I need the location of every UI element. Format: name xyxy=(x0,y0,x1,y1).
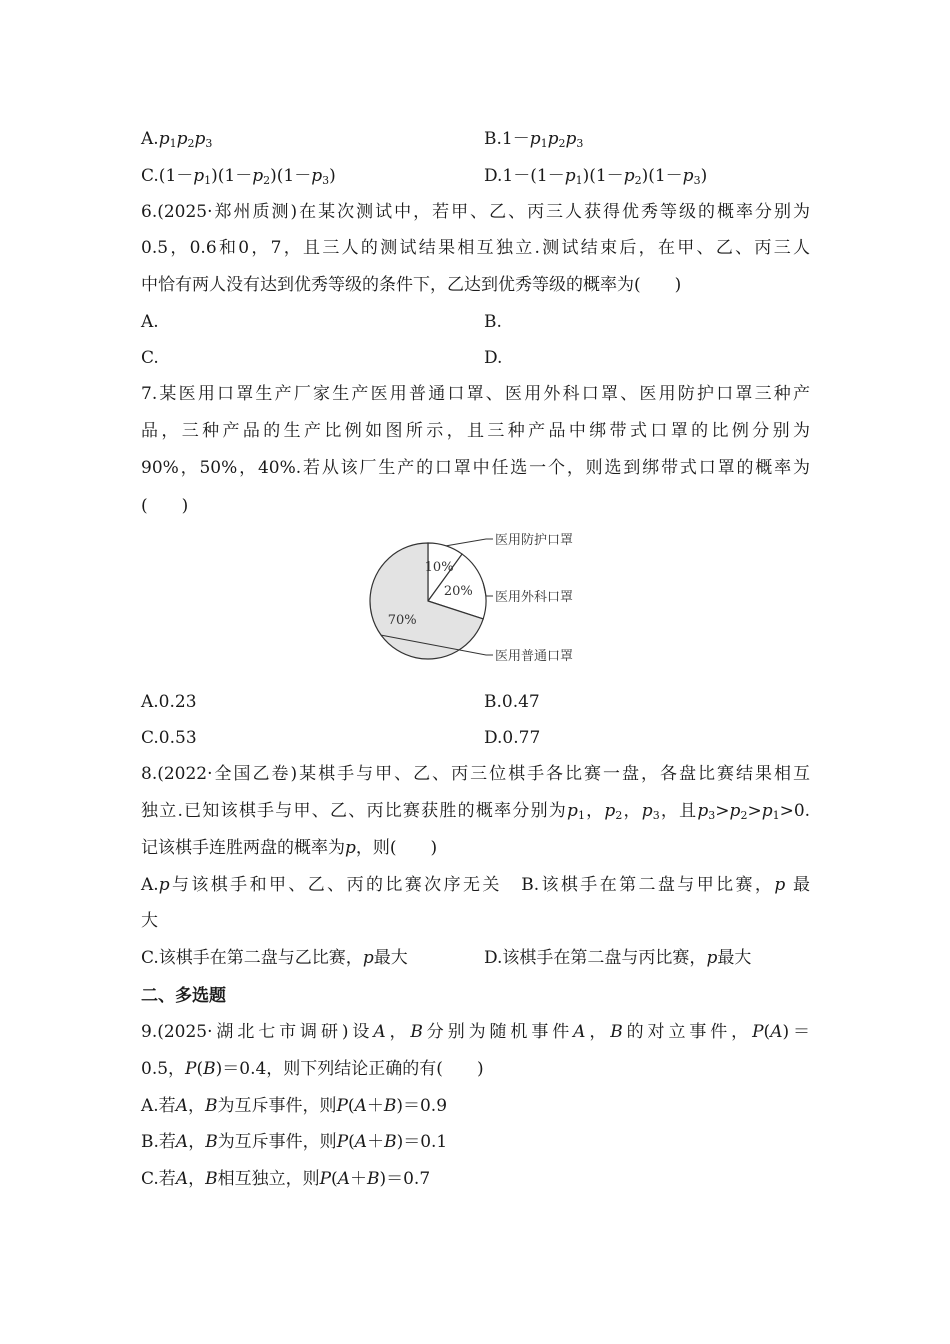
pie-slice-label-2: 20% xyxy=(443,584,473,600)
q8-option-a-label: A. xyxy=(141,875,159,895)
q8-stem-line1: 8.(2022·全国乙卷)某棋手与甲、乙、丙三位棋手各比赛一盘，各盘比赛结果相互 xyxy=(141,764,810,784)
q8-option-c-tail: 最大 xyxy=(373,948,408,968)
q5-option-b: $B.1-p_1p_2p_3$ xyxy=(484,129,584,150)
q6-stem-line3: 中恰有两人没有达到优秀等级的条件下，乙达到优秀等级的概率为( ) xyxy=(141,275,682,295)
mask-production-pie-chart xyxy=(360,525,600,670)
q8-option-c-text: C.该棋手在第二盘与乙比赛， xyxy=(141,948,363,968)
q9-stem-line1: 9.(2025·湖北七市调研)设A，B分别为随机事件A，B的对立事件，P(A)＝ xyxy=(141,1022,811,1042)
q8-option-c: C.该棋手在第二盘与乙比赛，p最大 xyxy=(141,948,408,968)
q6-option-a: A. xyxy=(141,312,159,332)
q9-option-b: B.若A，B为互斥事件，则P(A＋B)＝0.1 xyxy=(141,1132,448,1152)
pie-slice-label-3: 70% xyxy=(387,612,417,628)
q6-stem-line1: 6.(2025·郑州质测)在某次测试中，若甲、乙、丙三人获得优秀等级的概率分别为 xyxy=(141,202,810,222)
q7-stem-line1: 7.某医用口罩生产厂家生产医用普通口罩、医用外科口罩、医用防护口罩三种产 xyxy=(141,384,810,404)
q9-option-b-text: 为互斥事件，则 xyxy=(217,1132,337,1152)
q8-stem-line3-text: 记该棋手连胜两盘的概率为 xyxy=(141,838,345,858)
q9-option-a: A.若A，B为互斥事件，则P(A＋B)＝0.9 xyxy=(141,1096,448,1116)
pie-category-label-3: 医用普通口罩 xyxy=(495,649,574,664)
q7-option-c: C.0.53 xyxy=(141,728,197,748)
q8-stem-line2: 独立.已知该棋手与甲、乙、丙比赛获胜的概率分别为$p_1$，$p_2$，$p_3$，且$p_3>p_2>p_1>0$. xyxy=(141,801,811,822)
q7-stem-line4: ( ) xyxy=(141,496,189,516)
q9-stem-line2-tail: 则下列结论正确的有( ) xyxy=(283,1059,484,1079)
q8-stem-line2-text: 独立.已知该棋手与甲、乙、丙比赛获胜的概率分别为 xyxy=(141,801,568,821)
q5-option-d: $D.1-(1-p_1)(1-p_2)(1-p_3)$ xyxy=(484,166,708,187)
q7-option-a: A.0.23 xyxy=(141,692,197,712)
q6-stem-line2: 0.5，0.6和0，7，且三人的测试结果相互独立.测试结束后，在甲、乙、丙三人 xyxy=(141,238,810,258)
section-heading-multiple-choice: 二、多选题 xyxy=(141,986,226,1006)
q8-option-b-text: B.该棋手在第二盘与甲比赛， xyxy=(521,875,775,895)
q8-option-a-text: 与该棋手和甲、乙、丙的比赛次序无关 xyxy=(169,875,502,895)
q9-stem-line2-text: 0.5， xyxy=(141,1059,186,1079)
pie-category-label-1: 医用防护口罩 xyxy=(495,533,574,548)
q5-option-b-label: B.1－ xyxy=(484,129,530,149)
q9-option-c: C.若A，B相互独立，则P(A＋B)＝0.7 xyxy=(141,1169,431,1189)
q7-stem-line2: 品，三种产品的生产比例如图所示，且三种产品中绑带式口罩的比例分别为 xyxy=(141,421,810,441)
q8-option-b-tail: 最 xyxy=(793,875,811,895)
q9-option-a-label: A.若 xyxy=(141,1096,176,1116)
q9-stem-line1-mid: 分别为随机事件 xyxy=(422,1022,574,1042)
pie-category-label-2: 医用外科口罩 xyxy=(495,590,574,605)
q5-option-d-label: D.1－(1－ xyxy=(484,166,565,186)
q8-options-ab: A.p与该棋手和甲、乙、丙的比赛次序无关 B.该棋手在第二盘与甲比赛，p 最 xyxy=(141,875,811,895)
q7-option-d: D.0.77 xyxy=(484,728,541,748)
pie-leader-line-1 xyxy=(446,539,493,546)
q5-option-c-label: C.(1－ xyxy=(141,166,194,186)
q6-option-b: B. xyxy=(484,312,502,332)
q8-stem-line3: 记该棋手连胜两盘的概率为p，则( ) xyxy=(141,838,438,858)
q7-option-b: B.0.47 xyxy=(484,692,540,712)
q9-option-c-label: C.若 xyxy=(141,1169,176,1189)
q9-stem-line1-text: 9.(2025·湖北七市调研)设 xyxy=(141,1022,374,1042)
pie-slice-label-1: 10% xyxy=(424,559,454,575)
q9-option-c-value: 0.7 xyxy=(403,1169,431,1189)
q5-option-a-label: A. xyxy=(141,129,159,149)
q9-option-a-value: 0.9 xyxy=(419,1096,448,1116)
q5-option-a: $A.p_1p_2p_3$ xyxy=(141,129,213,150)
q9-stem-line1-tail: 的对立事件， xyxy=(622,1022,753,1042)
q9-option-b-value: 0.1 xyxy=(420,1132,448,1152)
q7-stem-line3: 90%，50%，40%.若从该厂生产的口罩中任选一个，则选到绑带式口罩的概率为 xyxy=(141,458,810,478)
q8-option-b-continued: 大 xyxy=(141,911,158,931)
q8-option-d: D.该棋手在第二盘与丙比赛，p最大 xyxy=(484,948,752,968)
q9-option-a-text: 为互斥事件，则 xyxy=(217,1096,337,1116)
q9-stem-line2: 0.5，P(B)＝0.4，则下列结论正确的有( ) xyxy=(141,1059,484,1079)
q8-option-d-text: D.该棋手在第二盘与丙比赛， xyxy=(484,948,707,968)
q5-option-c: $C.(1-p_1)(1-p_2)(1-p_3)$ xyxy=(141,166,336,187)
q8-stem-line3-tail: ，则( ) xyxy=(355,838,438,858)
q9-option-b-label: B.若 xyxy=(141,1132,176,1152)
q9-option-c-text: 相互独立，则 xyxy=(217,1169,320,1189)
q6-option-c: C. xyxy=(141,348,159,368)
q8-option-d-tail: 最大 xyxy=(717,948,752,968)
q6-option-d: D. xyxy=(484,348,503,368)
